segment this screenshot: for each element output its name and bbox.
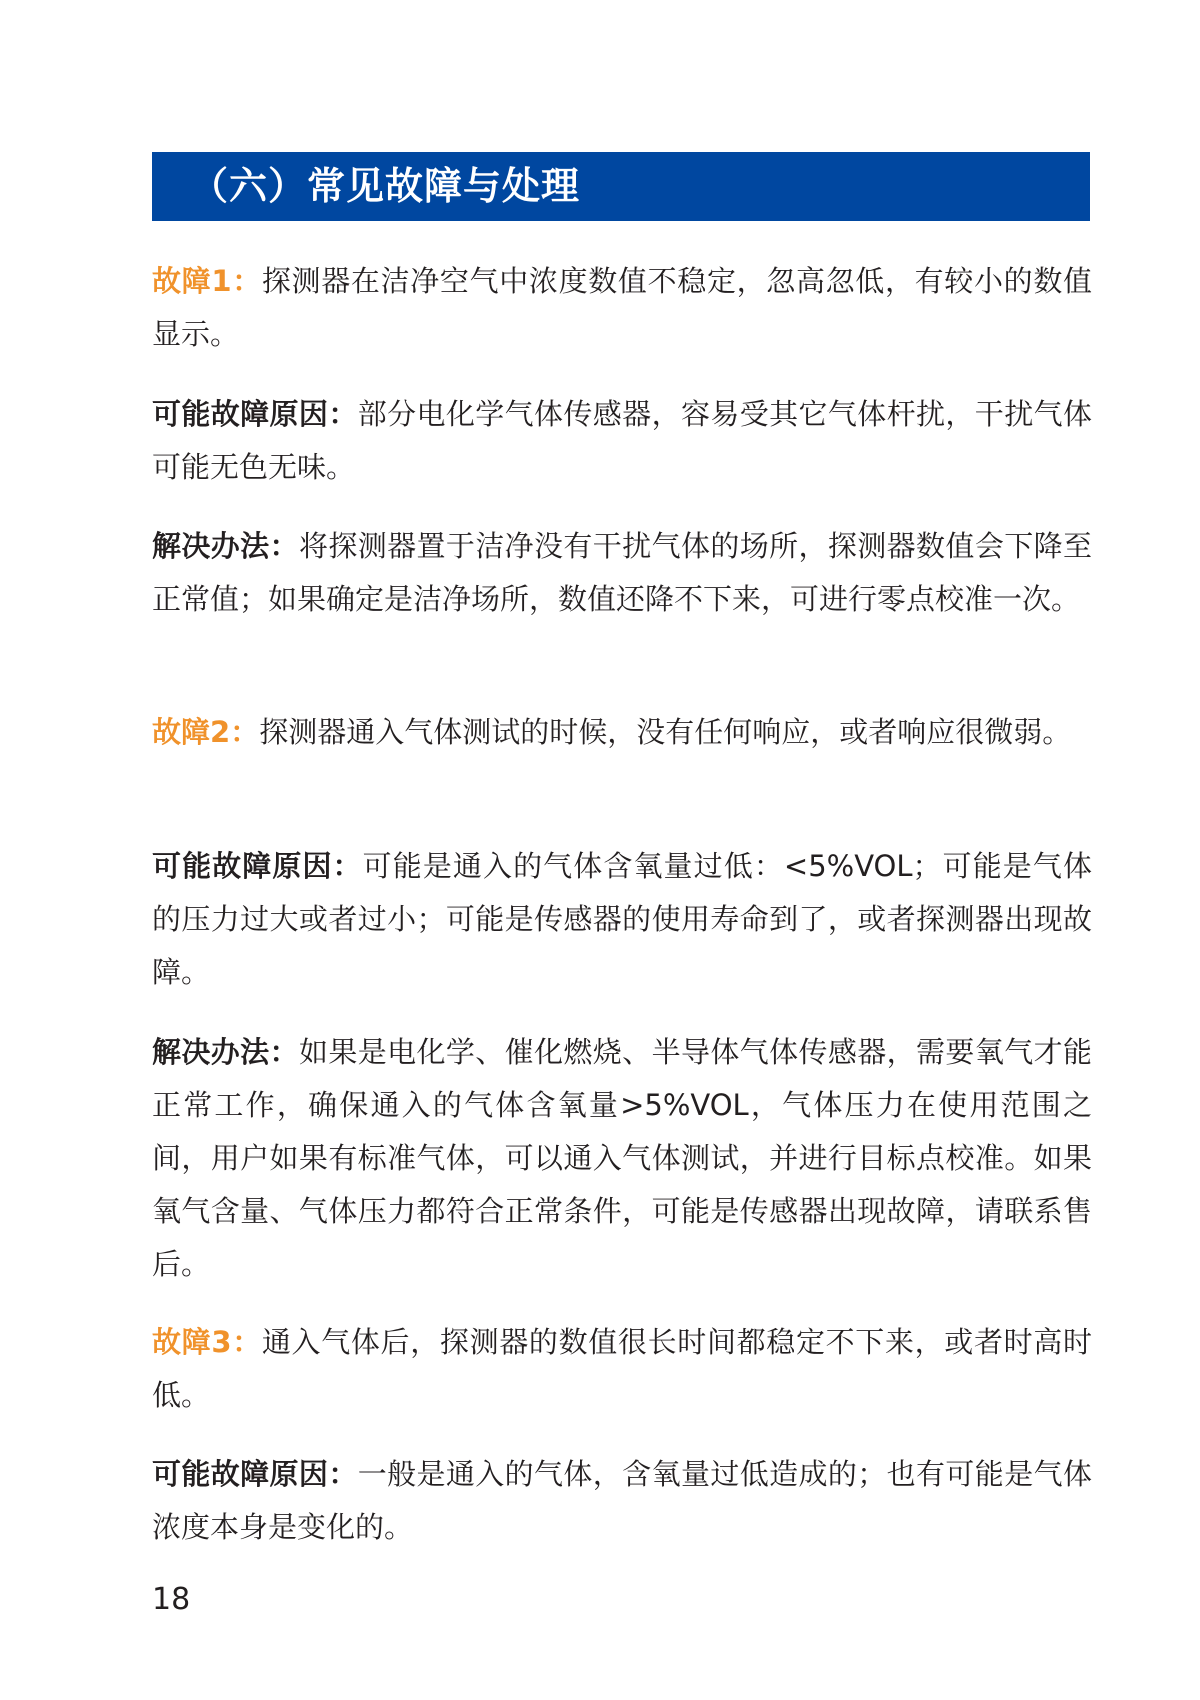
cause-label: 可能故障原因： [152,397,358,431]
cause-label: 可能故障原因： [152,1457,358,1491]
solution-label: 解决办法： [152,1035,299,1069]
fault-text: 探测器通入气体测试的时候，没有任何响应，或者响应很微弱。 [259,715,1072,749]
cause-label: 可能故障原因： [152,849,363,883]
cause-text: 可能是通入的气体含氧量过低：<5%VOL；可能是气体的压力过大或者过小；可能是传感器的使用寿命到了，或者探测器出现故障。 [152,849,1092,989]
fault-text: 探测器在洁净空气中浓度数值不稳定，忽高忽低，有较小的数值显示。 [152,264,1092,351]
cause-text: 部分电化学气体传感器，容易受其它气体杆扰，干扰气体可能无色无味。 [152,397,1092,484]
fault-1-description [152,255,1092,361]
page-number: 18 [152,1582,191,1617]
section-title: （六）常见故障与处理 [190,164,581,208]
fault-2-description [152,706,1092,759]
fault-2-cause [152,840,1092,999]
solution-label: 解决办法： [152,529,299,563]
fault-label: 故障3： [152,1325,262,1359]
fault-1-cause [152,388,1092,494]
solution-text: 如果是电化学、催化燃烧、半导体气体传感器，需要氧气才能正常工作，确保通入的气体含氧量>5%VOL，气体压力在使用范围之间，用户如果有标准气体，可以通入气体测试，并进行目标点校准。如果氧气含量、气体压力都符合正常条件，可能是传感器出现故障，请联系售后。 [152,1035,1092,1281]
solution-text: 将探测器置于洁净没有干扰气体的场所，探测器数值会下降至正常值；如果确定是洁净场所，数值还降不下来，可进行零点校准一次。 [152,529,1092,616]
fault-3-description [152,1316,1092,1422]
fault-2-solution [152,1026,1092,1291]
fault-label: 故障1： [152,264,262,298]
fault-label: 故障2： [152,715,260,749]
fault-1-solution [152,520,1092,626]
fault-text: 通入气体后，探测器的数值很长时间都稳定不下来，或者时高时低。 [152,1325,1092,1412]
fault-3-cause [152,1448,1092,1554]
cause-text: 一般是通入的气体，含氧量过低造成的；也有可能是气体浓度本身是变化的。 [152,1457,1092,1544]
